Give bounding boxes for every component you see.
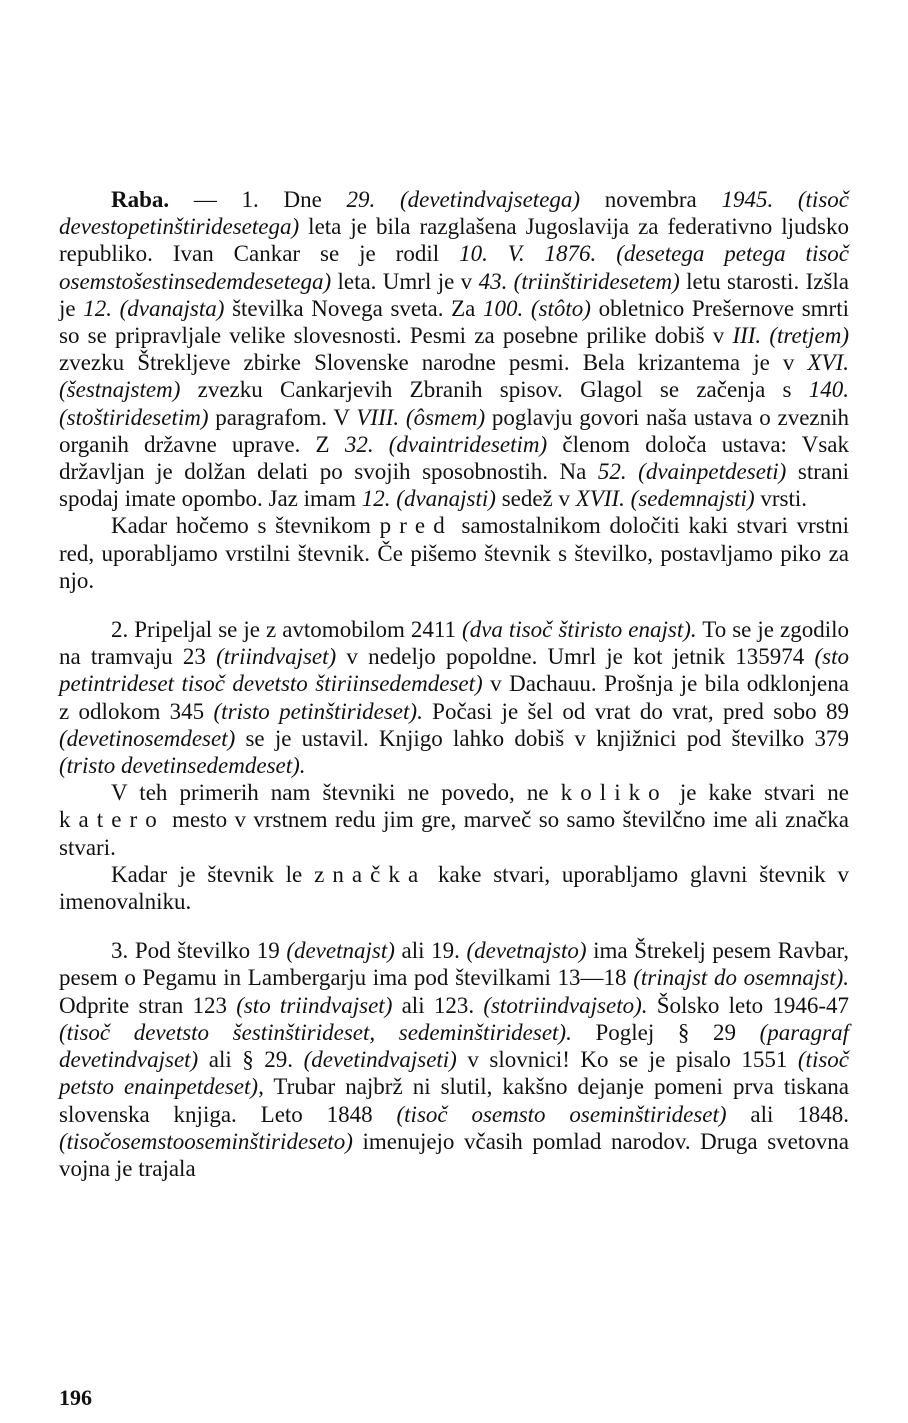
- italic-run: XVI. (šestnajstem): [59, 350, 849, 403]
- italic-run: (tristo devetinsedemdeset).: [59, 753, 306, 779]
- text-run: zvezku Štrekljeve zbirke Slovenske narodne pesmi. Bela krizantema je v: [59, 350, 808, 376]
- italic-run: 12. (dvanajsti): [361, 486, 496, 512]
- italic-run: 29. (devetindvajsetega): [346, 187, 581, 212]
- italic-run: 52. (dvainpetdeseti): [597, 459, 787, 485]
- text-run: Kadar hočemo s števnikom: [111, 513, 380, 539]
- italic-run: (devetnajsto): [466, 938, 587, 964]
- italic-run: (trinajst do osemnajst).: [633, 965, 849, 991]
- text-run: poglavju govori naša ustava o zveznih organih državne uprave. Z: [59, 404, 849, 457]
- italic-run: (devetinosemdeset): [59, 725, 236, 751]
- italic-run: XVII. (sedemnajsti): [575, 486, 755, 512]
- text-run: — 1. Dne: [169, 187, 347, 212]
- text-run: ali 1848.: [726, 1101, 849, 1127]
- paragraph-znacka-explanation: [59, 779, 849, 861]
- italic-run: (tisoč osemsto oseminštirideset): [396, 1101, 727, 1127]
- italic-run: (sto petintrideset tisoč devetsto štiriinsedemdeset): [59, 644, 849, 697]
- text-run: ali § 29.: [198, 1047, 304, 1073]
- italic-run: (tisoč devetsto šestinštirideset, sedeminštirideset).: [59, 1019, 572, 1045]
- text-run: je kake stvari ne: [667, 780, 849, 806]
- text-run: Poglej § 29: [571, 1019, 760, 1045]
- text-run: strani spodaj imate opombo. Jaz imam: [59, 459, 849, 512]
- paragraph-raba: [59, 186, 849, 512]
- text-run: imenujejo včasih pomlad narodov. Druga svetovna vojna je trajala: [59, 1128, 849, 1181]
- text-run: novembra: [580, 187, 722, 212]
- bold-run: Raba.: [111, 187, 170, 212]
- italic-run: (tisoč petsto enainpetdeset),: [59, 1047, 849, 1100]
- text-run: členom določa ustava: Vsak državljan je dolžan delati po svojih sposobnostih. Na: [59, 431, 849, 485]
- text-run: 3. Pod številko 19: [111, 938, 287, 964]
- text-run: v Dachauu. Prošnja je bila odklonjena z odlokom 345: [59, 671, 849, 724]
- text-run: Trubar najbrž ni slutil, kakšno dejanje pomeni prva tiskana slovenska knjiga. Leto 1848: [59, 1074, 849, 1127]
- page-text: [59, 186, 849, 1182]
- text-run: V teh primerih nam števniki ne povedo, ne: [111, 780, 561, 806]
- text-run: mesto v vrstnem redu jim gre, marveč so samo številčno ime ali značka stvari.: [59, 807, 849, 860]
- text-run: leta je bila razglašena Jugoslavija za federativno ljudsko republiko. Ivan Cankar se je rodil: [59, 214, 849, 267]
- text-run: obletnico Prešernove smrti so se pripravljale velike slovesnosti. Pesmi za posebne prilike dobiš v: [59, 295, 849, 349]
- italic-run: (sto triindvajset): [236, 992, 393, 1018]
- text-run: sedež v: [495, 486, 576, 512]
- text-run: Kadar je števnik le: [111, 861, 315, 887]
- text-run: v slovnici! Ko se je pisalo 1551: [456, 1047, 798, 1073]
- text-run: samostalnikom določiti kaki stvari vrstni red, uporabljamo vrstilni števnik. Če pišemo števnik s številko, postavljamo piko za njo.: [59, 513, 849, 593]
- italic-run: (dva tisoč štiristo enajst).: [462, 617, 697, 643]
- italic-run: 1945. (tisoč devestopetinštiridesetega): [59, 187, 849, 240]
- text-run: letu starosti. Izšla je: [59, 268, 849, 321]
- italic-run: (devetnajst): [286, 938, 395, 964]
- section-gap: [59, 915, 849, 937]
- text-run: ali 123.: [392, 992, 484, 1018]
- spaced-run: katero: [59, 807, 165, 833]
- italic-run: 43. (triinštiridesetem): [478, 268, 680, 294]
- spaced-run: koliko: [560, 780, 668, 806]
- italic-run: 12. (dvanajsta): [83, 295, 225, 321]
- text-run: 2. Pripeljal se je z avtomobilom 2411: [111, 617, 463, 643]
- text-run: To se je zgodilo na tramvaju 23: [59, 617, 849, 670]
- italic-run: (tisočosemstooseminštirideseto): [59, 1128, 353, 1154]
- text-run: Šolsko leto 1946-47: [647, 992, 849, 1018]
- spaced-run: značka: [314, 861, 427, 887]
- text-run: vrsti.: [754, 486, 807, 512]
- page-number: 196: [59, 1385, 92, 1410]
- italic-run: III. (tretjem): [732, 323, 849, 349]
- italic-run: 10. V. 1876. (desetega petega tisoč osemstošestinsedemdesetega): [59, 241, 849, 294]
- paragraph-example-3: [59, 937, 849, 1182]
- text-run: Odprite stran 123: [59, 992, 237, 1018]
- text-run: kake stvari, uporabljamo glavni števnik v imenovalniku.: [59, 861, 849, 915]
- text-run: se je ustavil. Knjigo lahko dobiš v knjižnici pod številko 379: [235, 725, 849, 751]
- italic-run: VIII. (ôsmem): [356, 404, 486, 430]
- text-run: ima Štrekelj pesem Ravbar, pesem o Pegamu in Lambergarju ima pod številkami 13—18: [59, 938, 850, 991]
- text-run: številka Novega sveta. Za: [224, 295, 484, 321]
- paragraph-example-2: [59, 616, 849, 779]
- italic-run: (paragraf devetindvajset): [59, 1019, 850, 1073]
- text-run: leta. Umrl je v: [331, 268, 479, 294]
- text-run: paragrafom. V: [208, 404, 357, 430]
- italic-run: (devetindvajseti): [303, 1047, 457, 1073]
- italic-run: (triindvajset): [216, 644, 337, 670]
- section-gap: [59, 594, 849, 616]
- text-run: v nedeljo popoldne. Umrl je kot jetnik 135974: [336, 644, 815, 670]
- italic-run: 32. (dvaintridesetim): [344, 431, 548, 457]
- text-run: zvezku Cankarjevih Zbranih spisov. Glagol se začenja s: [180, 377, 809, 403]
- italic-run: (stotriindvajseto).: [483, 992, 648, 1018]
- text-run: Počasi je šel od vrat do vrat, pred sobo 89: [422, 698, 850, 724]
- paragraph-vrstilni-rule: [59, 512, 849, 594]
- italic-run: 140. (stoštiridesetim): [59, 377, 849, 430]
- italic-run: 100. (stôto): [483, 295, 591, 321]
- spaced-run: pred: [379, 513, 453, 539]
- italic-run: (tristo petinštirideset).: [213, 698, 423, 724]
- paragraph-glavni-rule: [59, 861, 849, 915]
- text-run: ali 19.: [394, 938, 467, 964]
